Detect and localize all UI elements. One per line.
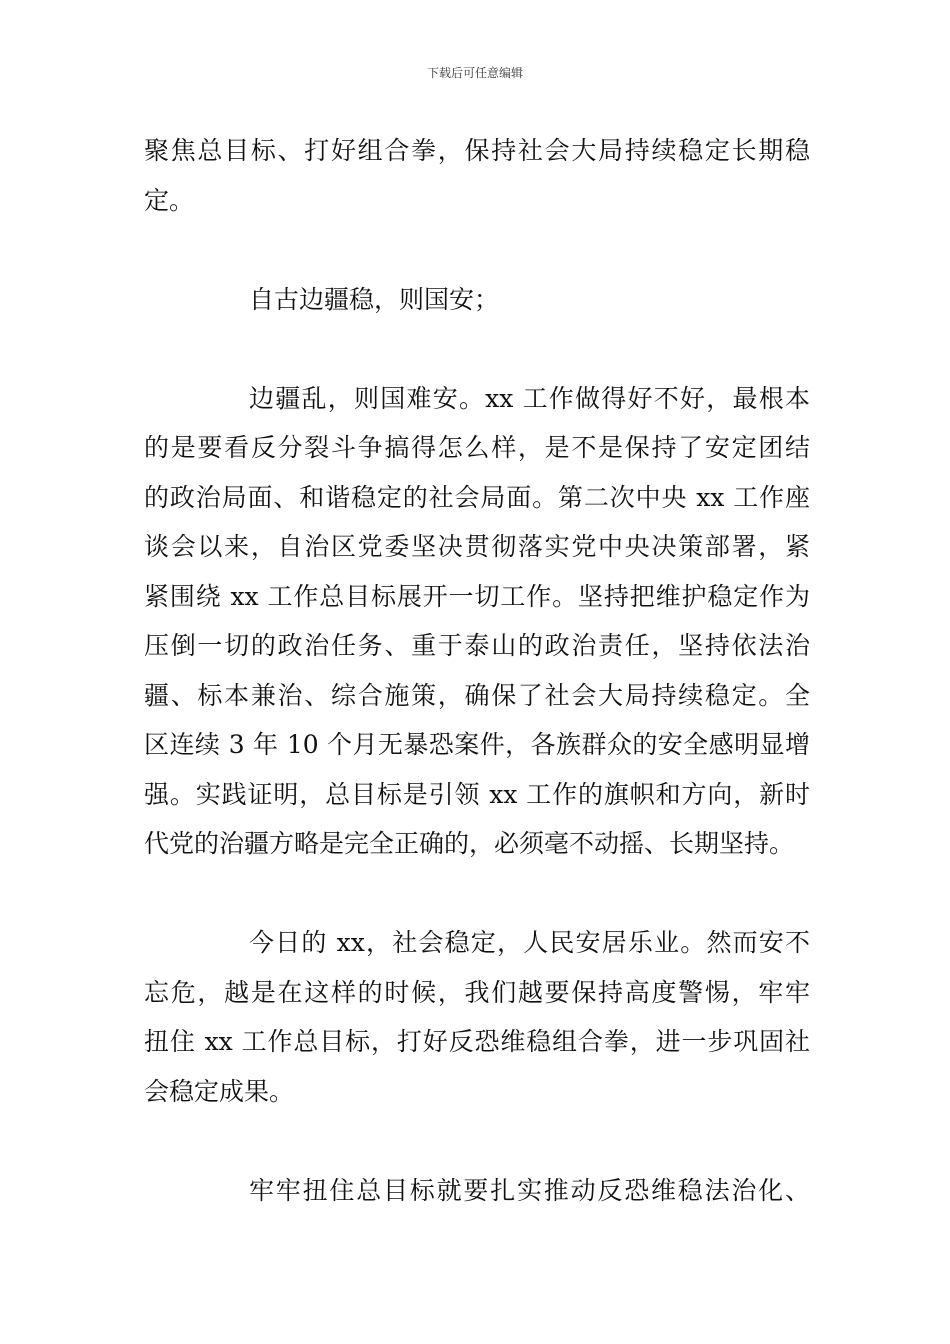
paragraph-3-line-8: 区连续 3 年 10 个月无暴恐案件，各族群众的安全感明显增 xyxy=(144,730,810,759)
paragraph-3-line-5: 紧围绕 xx 工作总目标展开一切工作。坚持把维护稳定作为 xyxy=(144,581,810,611)
paragraph-1-line-1: 聚焦总目标、打好组合拳，保持社会大局持续稳定长期稳 xyxy=(144,136,810,165)
paragraph-3-line-6: 压倒一切的政治任务、重于泰山的政治责任，坚持依法治 xyxy=(144,631,810,660)
document-body xyxy=(144,126,810,1215)
paragraph-4-line-3: 扭住 xx 工作总目标，打好反恐维稳组合拳，进一步巩固社 xyxy=(144,1027,810,1056)
paragraph-3-line-4: 谈会以来，自治区党委坚决贯彻落实党中央决策部署，紧 xyxy=(144,532,810,561)
paragraph-3-line-2: 的是要看反分裂斗争搞得怎么样，是不是保持了安定团结 xyxy=(144,433,810,462)
paragraph-3-line-3: 的政治局面、和谐稳定的社会局面。第二次中央 xx 工作座 xyxy=(144,482,810,512)
paragraph-3-line-10: 代党的治疆方略是完全正确的，必须毫不动摇、长期坚持。 xyxy=(144,829,795,858)
paragraph-gap xyxy=(144,225,810,275)
paragraph-2-line-1: 自古边疆稳，则国安； xyxy=(249,284,500,314)
paragraph-gap xyxy=(144,1116,810,1166)
paragraph-4-line-4: 会稳定成果。 xyxy=(144,1076,295,1106)
paragraph-4-line-1: 今日的 xx，社会稳定，人民安居乐业。然而安不 xyxy=(249,928,810,957)
paragraph-gap xyxy=(144,869,810,919)
paragraph-4-line-2: 忘危，越是在这样的时候，我们越要保持高度警惕，牢牢 xyxy=(144,977,810,1007)
paragraph-3-line-1: 边疆乱，则国难安。xx 工作做得好不好，最根本 xyxy=(249,383,810,413)
paragraph-5-line-1: 牢牢扭住总目标就要扎实推动反恐维稳法治化、 xyxy=(249,1175,810,1205)
paragraph-1-line-2: 定。 xyxy=(144,185,195,215)
page-header: 下载后可任意编辑 xyxy=(426,66,523,80)
paragraph-3-line-7: 疆、标本兼治、综合施策，确保了社会大局持续稳定。全 xyxy=(144,680,810,710)
paragraph-gap xyxy=(144,324,810,374)
paragraph-3-line-9: 强。实践证明，总目标是引领 xx 工作的旗帜和方向，新时 xyxy=(144,779,810,809)
